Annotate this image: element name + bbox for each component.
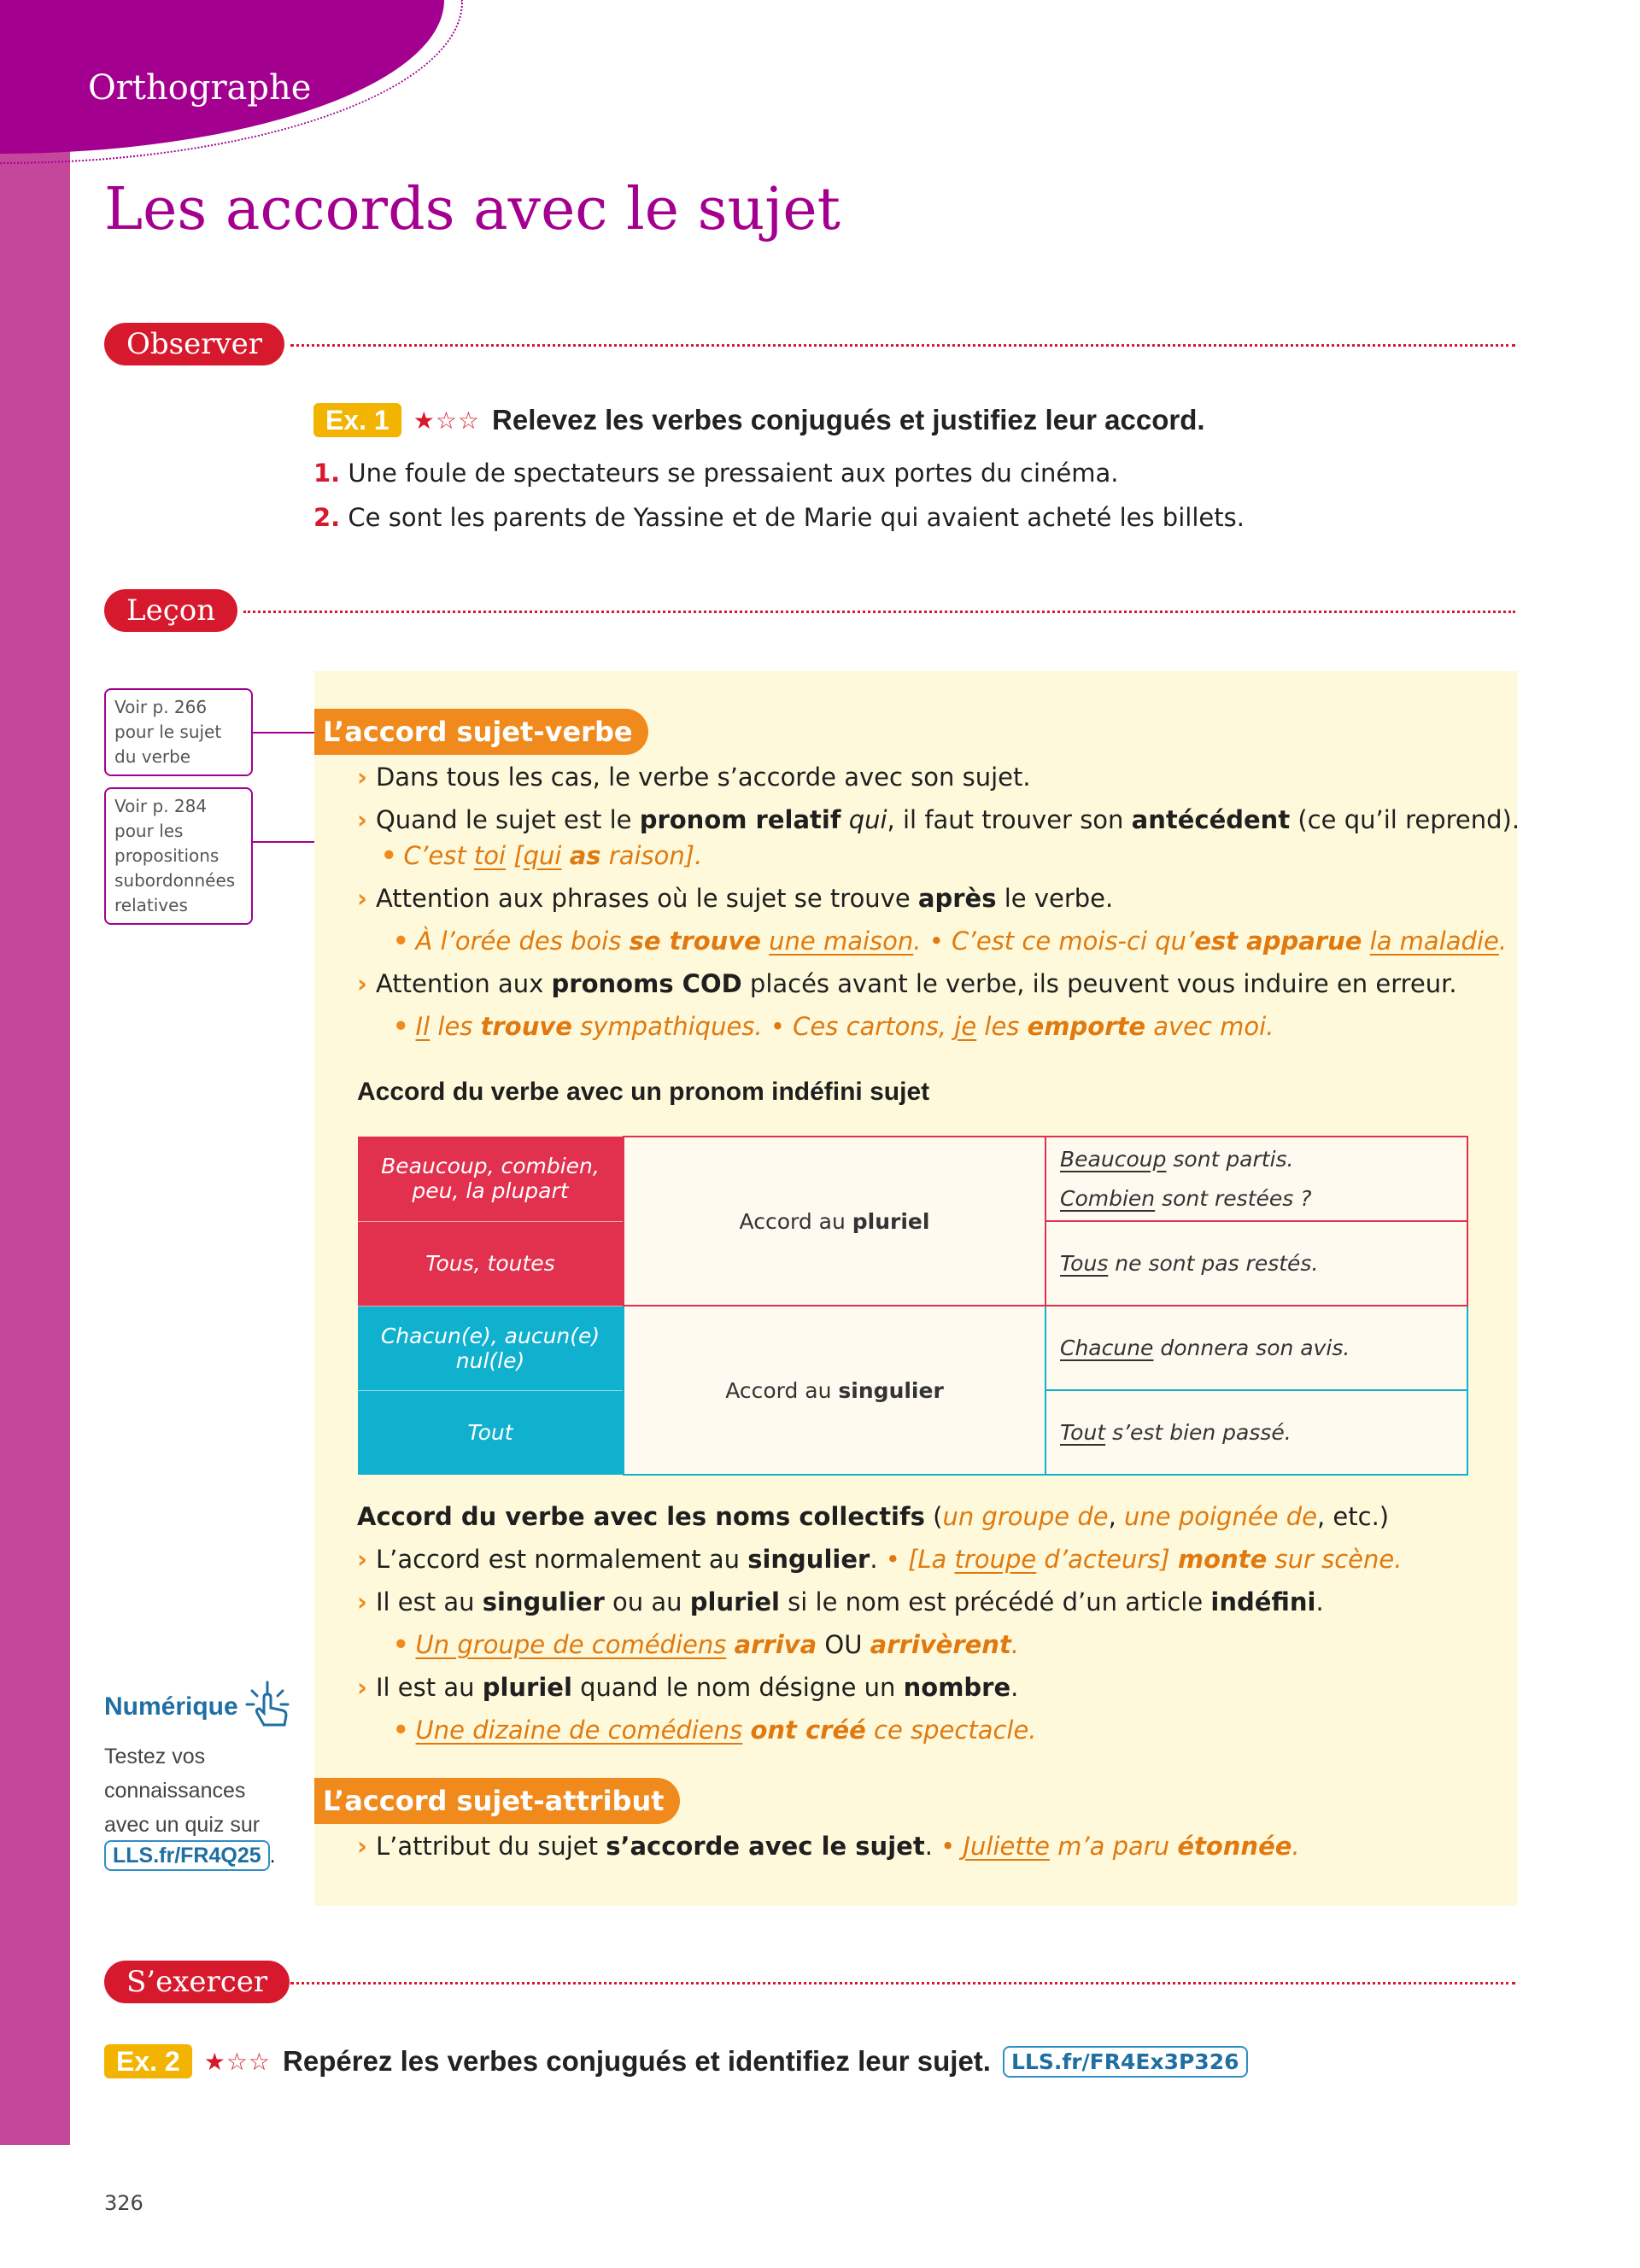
cell-text: sont restées ?	[1155, 1185, 1312, 1211]
collective-title-bold: Accord du verbe avec les noms collectifs	[357, 1502, 925, 1531]
numerique-title: Numérique	[104, 1692, 238, 1721]
section-lecon: Leçon	[104, 589, 237, 632]
side-note-sujet: Voir p. 266 pour le sujet du verbe	[104, 688, 253, 776]
rule-keyword: nombre	[903, 1673, 1011, 1702]
ex2-difficulty-stars: ★☆☆	[203, 2047, 272, 2076]
example-text: sur scène.	[1267, 1545, 1403, 1574]
example-text: . • C’est ce mois-ci qu’	[913, 926, 1195, 956]
ex2-badge: Ex. 2	[104, 2044, 192, 2078]
cell-subject: Combien	[1060, 1185, 1156, 1211]
example-text: .	[1010, 1630, 1020, 1659]
example-text: avec moi.	[1145, 1012, 1274, 1041]
rule-text: .	[1010, 1673, 1019, 1702]
rule-keyword: s’accorde avec le sujet	[606, 1832, 925, 1861]
ex2-header	[104, 2044, 1248, 2078]
example-line	[393, 924, 1507, 958]
ex1-item	[313, 456, 1118, 490]
example-text: d’acteurs]	[1036, 1545, 1178, 1574]
chevron-right-icon: ›	[357, 1673, 367, 1702]
example-verb: est apparue	[1194, 926, 1362, 956]
example-subject: Une dizaine de comédiens	[415, 1716, 743, 1745]
example-text: les	[976, 1012, 1028, 1041]
exercer-divider	[290, 1982, 1515, 1984]
rule-keyword: singulier	[747, 1545, 870, 1574]
bullet-icon: •	[393, 1716, 409, 1745]
cell-text: ne sont pas restés.	[1108, 1251, 1319, 1276]
rule-keyword: pluriel	[689, 1587, 780, 1616]
rule-line	[357, 803, 1520, 837]
example-verb: emporte	[1027, 1012, 1146, 1041]
rule-keyword: indéfini	[1210, 1587, 1316, 1616]
numerique-text: avec un quiz sur	[104, 1813, 261, 1837]
rule-text: Dans tous les cas, le verbe s’accorde avec son sujet.	[375, 763, 1031, 792]
cell-text: sont partis.	[1166, 1146, 1294, 1172]
rule-text: ou au	[604, 1587, 690, 1616]
bullet-icon: •	[393, 1012, 409, 1041]
rule-keyword: pluriel	[482, 1673, 572, 1702]
rule-line	[357, 1585, 1324, 1619]
pronoun-cell: Tous, toutes	[358, 1221, 624, 1306]
cell-text: donnera son avis.	[1153, 1336, 1350, 1360]
pronoun-cell: Tout	[358, 1390, 624, 1475]
collective-title	[357, 1499, 1389, 1534]
quiz-link[interactable]: LLS.fr/FR4Q25	[104, 1840, 270, 1871]
rule-cell-singular	[624, 1306, 1046, 1475]
rule-keyword: après	[917, 884, 997, 913]
ex1-badge: Ex. 1	[313, 403, 401, 437]
chevron-right-icon: ›	[357, 805, 367, 834]
table-row	[358, 1306, 1467, 1390]
pronoun-cell: Chacun(e), aucun(e) nul(le)	[358, 1306, 624, 1390]
connector-line	[253, 841, 314, 843]
example-subject: toi	[473, 841, 507, 870]
numerique-box	[104, 1679, 309, 1868]
example-verb: monte	[1177, 1545, 1268, 1574]
lecon-divider	[243, 611, 1515, 613]
rule-line	[357, 1670, 1018, 1704]
example-subject: la maladie	[1369, 926, 1499, 956]
cell-text: s’est bien passé.	[1105, 1420, 1292, 1445]
ex1-header	[313, 403, 1205, 437]
example-text: .	[1498, 926, 1508, 956]
ex1-item	[313, 500, 1245, 535]
example-cell	[1046, 1221, 1467, 1306]
rule-text: .	[1315, 1587, 1324, 1616]
example-subject: Il	[415, 1012, 430, 1041]
cell-subject: Tout	[1060, 1420, 1106, 1445]
chevron-right-icon: ›	[357, 763, 367, 792]
pronoun-cell: Beaucoup, combien, peu, la plupart	[358, 1137, 624, 1221]
chevron-right-icon: ›	[357, 969, 367, 998]
rule-italic: qui	[848, 805, 887, 834]
rule-keyword: pronom relatif	[639, 805, 841, 834]
rule-line	[357, 881, 1113, 915]
example-subject: Juliette	[963, 1832, 1050, 1861]
example-text: [	[513, 841, 524, 870]
rule-line	[357, 1829, 1300, 1863]
ex1-instruction: Relevez les verbes conjugués et justifiez leur accord.	[492, 404, 1205, 435]
example-cell	[1046, 1137, 1467, 1221]
section-observer: Observer	[104, 323, 284, 365]
rule-line	[357, 1542, 1402, 1576]
example-verb: se trouve	[629, 926, 761, 956]
example-verb: trouve	[480, 1012, 572, 1041]
rule-keyword: pronoms COD	[551, 969, 742, 998]
example-line	[393, 1628, 1019, 1662]
chevron-right-icon: ›	[357, 1545, 367, 1574]
collective-title-text: (	[924, 1502, 943, 1531]
rule-text: Quand le sujet est le	[375, 805, 640, 834]
rule-text: Il est au	[375, 1587, 483, 1616]
example-text: m’a paru	[1049, 1832, 1178, 1861]
rule-text: le verbe.	[996, 884, 1114, 913]
rule-text: (ce qu’il reprend).	[1290, 805, 1520, 834]
rule-cell-text: Accord au	[739, 1208, 852, 1234]
category-label: Orthographe	[88, 68, 312, 108]
example-line	[393, 1713, 1037, 1747]
rule-line	[357, 760, 1031, 794]
item-number: 1.	[313, 459, 341, 488]
ex2-link[interactable]: LLS.fr/FR4Ex3P326	[1003, 2046, 1248, 2078]
rule-text: quand le nom désigne un	[571, 1673, 904, 1702]
rule-text: Attention aux	[375, 969, 552, 998]
collective-title-text: , etc.)	[1317, 1502, 1390, 1531]
chevron-right-icon: ›	[357, 884, 367, 913]
item-text: Ce sont les parents de Yassine et de Marie qui avaient acheté les billets.	[348, 503, 1245, 532]
bullet-icon: •	[393, 1630, 409, 1659]
table-title: Accord du verbe avec un pronom indéfini sujet	[357, 1078, 930, 1106]
example-attribute: étonnée	[1177, 1832, 1292, 1861]
item-text: Une foule de spectateurs se pressaient aux portes du cinéma.	[348, 459, 1119, 488]
collective-title-example: un groupe de	[942, 1502, 1109, 1531]
numerique-text: Testez vos	[104, 1745, 206, 1768]
item-number: 2.	[313, 503, 341, 532]
example-cell	[1046, 1306, 1467, 1390]
rule-text: Attention aux phrases où le sujet se trouve	[375, 884, 918, 913]
example-connector: OU	[824, 1630, 863, 1659]
section-exercer: S’exercer	[104, 1961, 290, 2003]
example-line	[381, 839, 702, 873]
example-text: •	[940, 1832, 964, 1861]
subhead-sujet-attribut: L’accord sujet-attribut	[314, 1778, 680, 1824]
example-text: raison].	[608, 841, 703, 870]
example-line	[393, 1009, 1274, 1043]
numerique-text: connaissances	[104, 1779, 246, 1803]
example-subject: Un groupe de comédiens	[415, 1630, 727, 1659]
rule-text: .	[924, 1832, 941, 1861]
page-title: Les accords avec le sujet	[104, 176, 840, 243]
rule-keyword: antécédent	[1131, 805, 1291, 834]
indefinite-pronoun-table	[358, 1136, 1468, 1476]
rule-keyword: singulier	[482, 1587, 605, 1616]
page-number: 326	[104, 2191, 144, 2215]
rule-cell-keyword: singulier	[838, 1377, 944, 1403]
rule-text: Il est au	[375, 1673, 483, 1702]
example-subject: une maison	[769, 926, 914, 956]
cell-subject: Tous	[1060, 1251, 1109, 1276]
connector-line	[253, 732, 314, 734]
example-text: C’est	[403, 841, 474, 870]
collective-title-text: ,	[1108, 1502, 1125, 1531]
rule-text: si le nom est précédé d’un article	[779, 1587, 1211, 1616]
cell-subject: Chacune	[1060, 1336, 1154, 1360]
cell-subject: Beaucoup	[1060, 1146, 1167, 1172]
rule-line	[357, 967, 1457, 1001]
numerique-text: .	[269, 1844, 276, 1868]
rule-text: L’accord est normalement au	[375, 1545, 748, 1574]
subhead-sujet-verbe: L’accord sujet-verbe	[314, 709, 648, 755]
example-subject: je	[954, 1012, 977, 1041]
ex2-instruction: Repérez les verbes conjugués et identifiez leur sujet.	[283, 2045, 991, 2077]
rule-cell-keyword: pluriel	[852, 1208, 930, 1234]
example-text: • [La	[885, 1545, 955, 1574]
bullet-icon: •	[393, 926, 409, 956]
table-row	[358, 1137, 1467, 1221]
observer-divider	[290, 344, 1515, 347]
example-text: ce spectacle.	[865, 1716, 1037, 1745]
example-cell	[1046, 1390, 1467, 1475]
rule-cell-text: Accord au	[725, 1377, 839, 1403]
side-note-relatives: Voir p. 284 pour les propositions subordonnées relatives	[104, 787, 253, 925]
example-text: sympathiques. • Ces cartons,	[571, 1012, 955, 1041]
example-verb: arriva	[734, 1630, 817, 1659]
rule-text: .	[870, 1545, 886, 1574]
ex1-difficulty-stars: ★☆☆	[413, 406, 481, 435]
example-verb: as	[569, 841, 601, 870]
bullet-icon: •	[381, 841, 397, 870]
example-text: les	[430, 1012, 481, 1041]
rule-cell-plural	[624, 1137, 1046, 1306]
rule-text: placés avant le verbe, ils peuvent vous induire en erreur.	[741, 969, 1457, 998]
rule-text: L’attribut du sujet	[375, 1832, 606, 1861]
example-text: À l’orée des bois	[415, 926, 630, 956]
example-verb: ont créé	[750, 1716, 866, 1745]
example-subject: troupe	[954, 1545, 1037, 1574]
example-subject: qui	[523, 841, 562, 870]
chevron-right-icon: ›	[357, 1587, 367, 1616]
example-text: .	[1292, 1832, 1300, 1861]
tap-hand-icon	[245, 1679, 296, 1734]
example-verb: arrivèrent	[870, 1630, 1011, 1659]
rule-text: , il faut trouver son	[887, 805, 1132, 834]
left-sidebar-band	[0, 0, 70, 2145]
collective-title-example: une poignée de	[1124, 1502, 1317, 1531]
chevron-right-icon: ›	[357, 1832, 367, 1861]
